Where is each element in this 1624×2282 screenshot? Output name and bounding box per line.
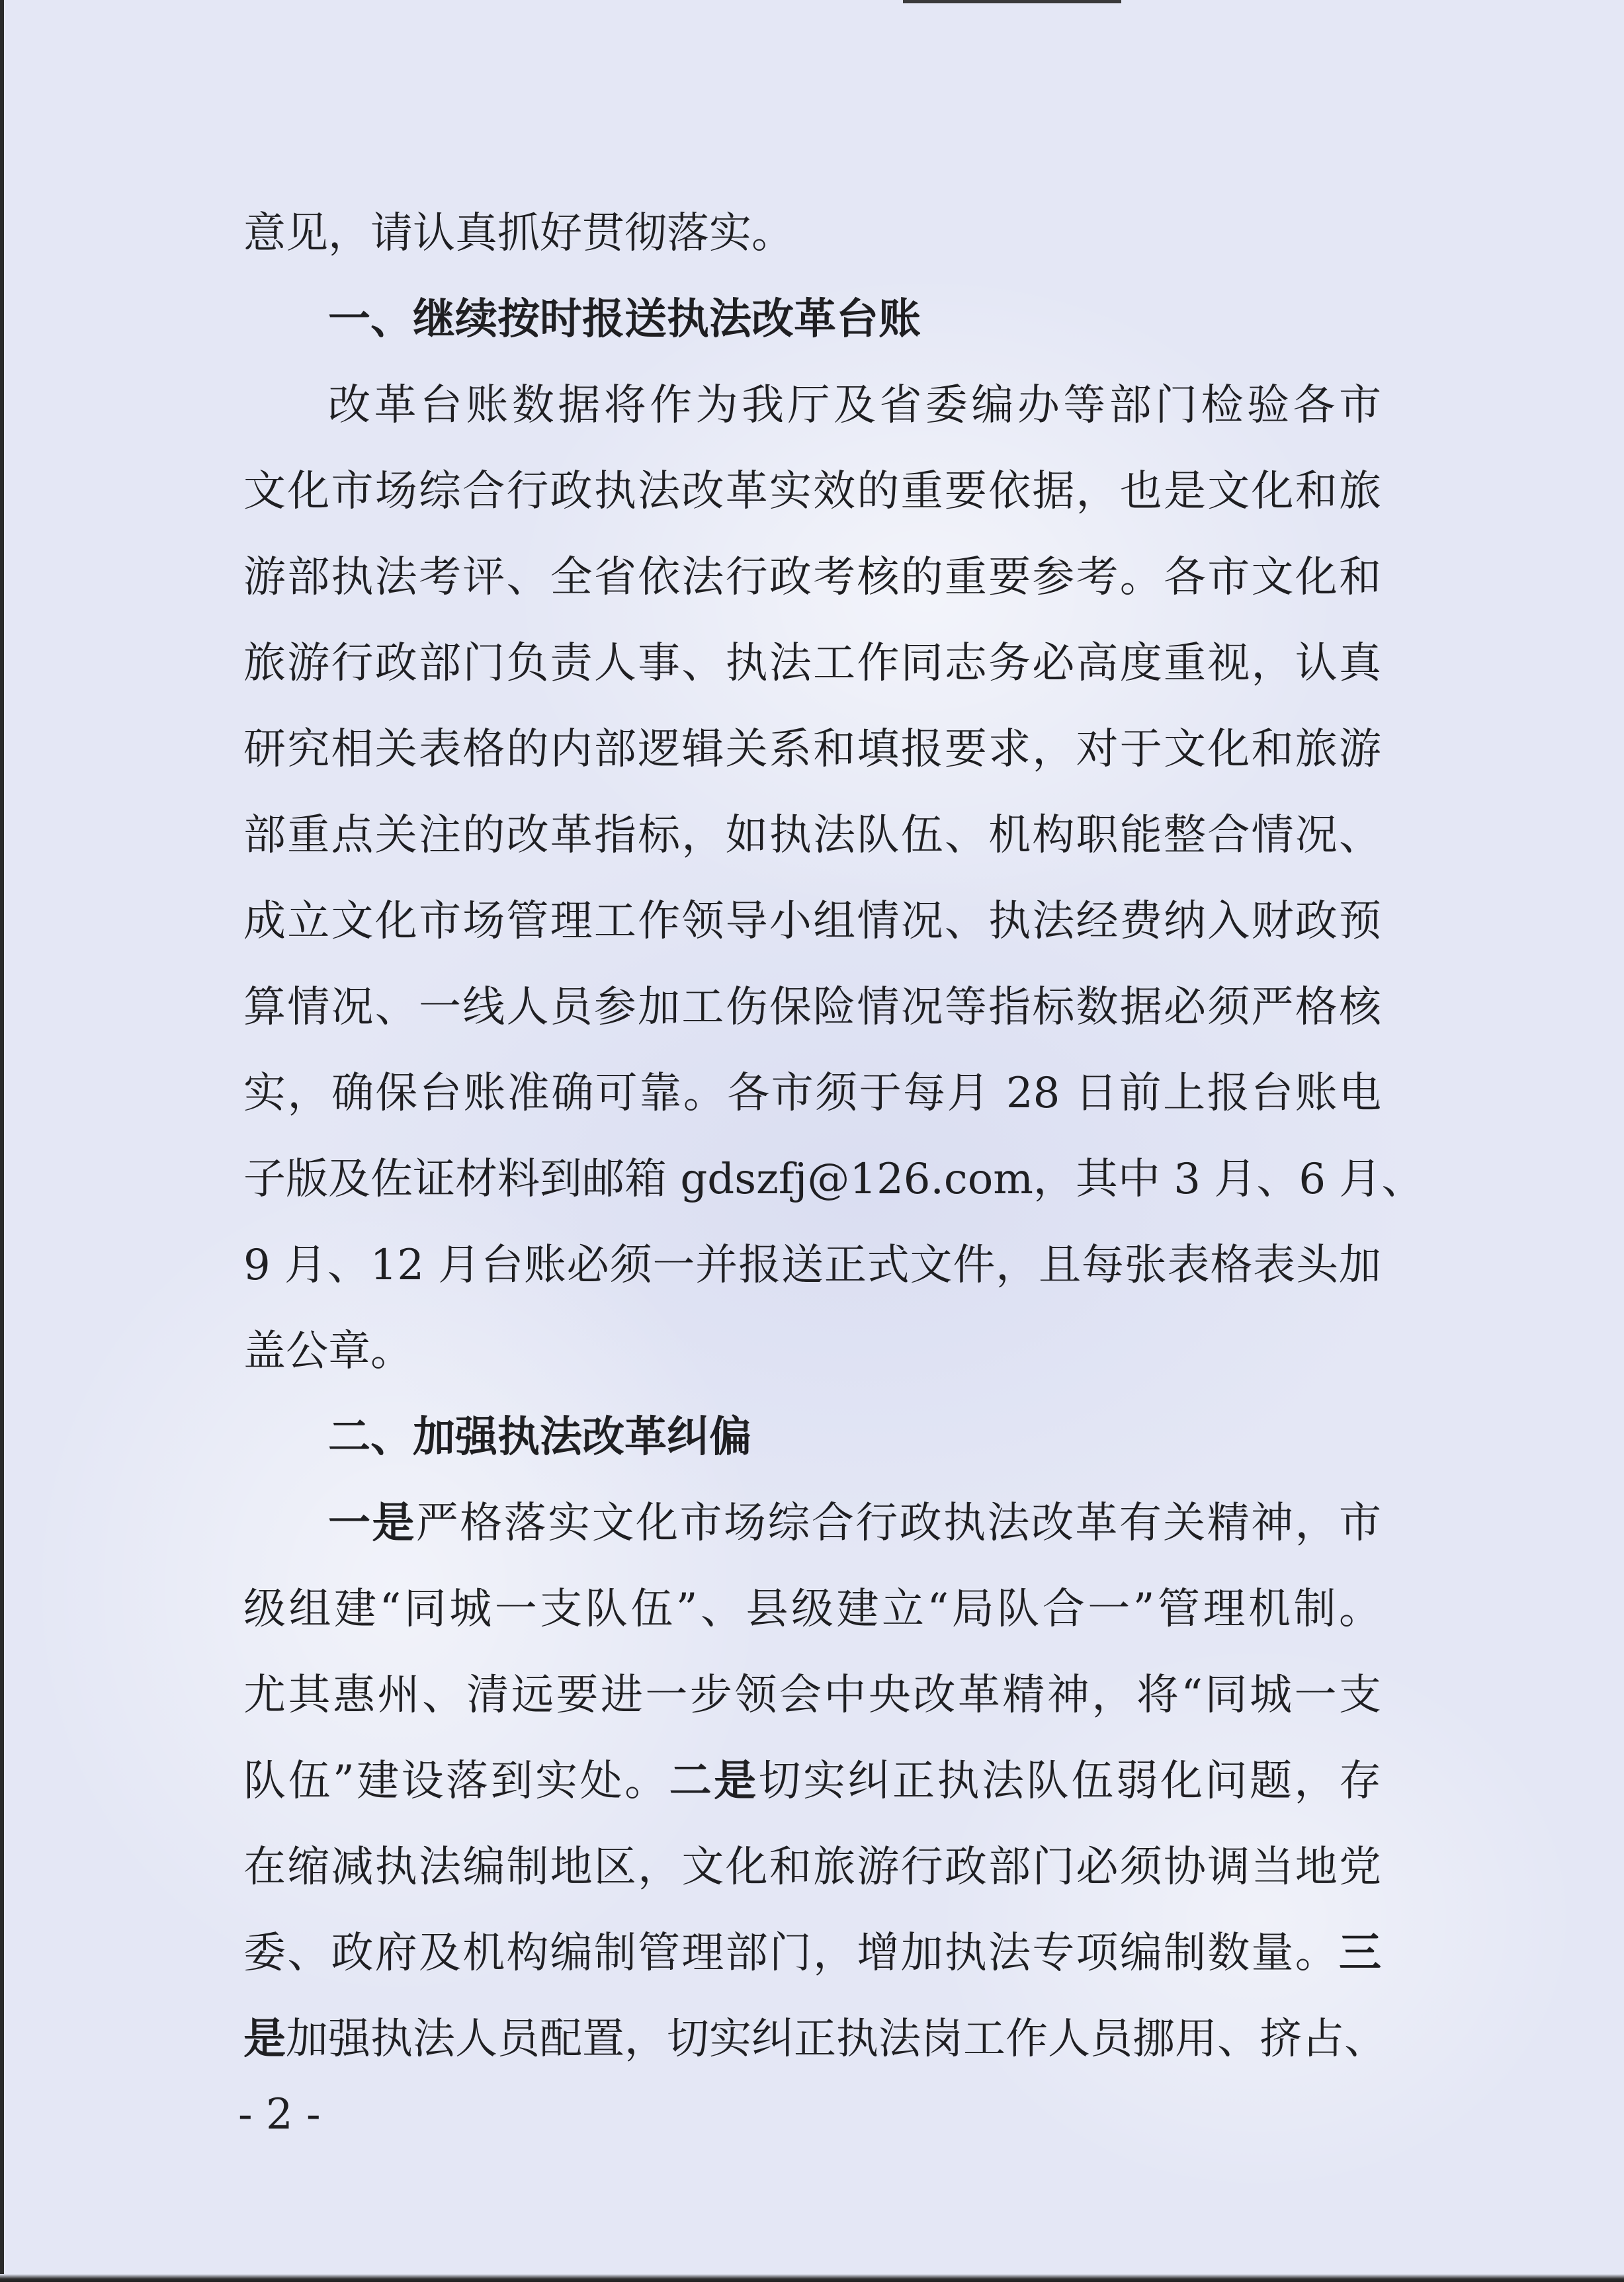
text-line: 盖公章。 — [243, 1327, 413, 1376]
text-line — [243, 1910, 1381, 1996]
bold-label-three-part1: 三 — [1339, 1929, 1381, 1978]
text-line: 在缩减执法编制地区，文化和旅游行政部门必须协调当地党 — [243, 1843, 1381, 1892]
text-line: 9 月、12 月台账必须一并报送正式文件，且每张表格表头加 — [243, 1241, 1381, 1290]
text-line — [243, 1996, 1387, 2082]
text-line: 尤其惠州、清远要进一步领会中央改革精神，将“同城一支 — [243, 1671, 1381, 1720]
text-line: 部重点关注的改革指标，如执法队伍、机构职能整合情况、 — [243, 811, 1381, 860]
body-text — [243, 190, 1424, 2082]
text-line: 游部执法考评、全省依法行政考核的重要参考。各市文化和 — [243, 553, 1381, 602]
section-heading-1: 一、继续按时报送执法改革台账 — [328, 295, 921, 344]
text-line: 级组建“同城一支队伍”、县级建立“局队合一”管理机制。 — [243, 1585, 1381, 1634]
text-line: 成立文化市场管理工作领导小组情况、执法经费纳入财政预 — [243, 897, 1381, 946]
text-segment: 委、政府及机构编制管理部门，增加执法专项编制数量。 — [243, 1929, 1339, 1978]
text-segment: 队伍”建设落到实处。 — [243, 1757, 669, 1806]
text-segment: 加强执法人员配置，切实纠正执法岗工作人员挪用、挤占、 — [286, 2015, 1387, 2064]
scan-edge-bottom — [0, 2274, 1624, 2282]
page-number: - 2 - — [238, 2090, 321, 2139]
text-line: 旅游行政部门负责人事、执法工作同志务必高度重视，认真 — [243, 639, 1381, 688]
text-line — [243, 1480, 1381, 1566]
text-line: 算情况、一线人员参加工伤保险情况等指标数据必须严格核 — [243, 983, 1381, 1032]
bold-label-three-part2: 是 — [243, 2015, 286, 2064]
scan-edge-top — [903, 0, 1121, 3]
text-line: 子版及佐证材料到邮箱 gdszfj@126.com，其中 3 月、6 月、 — [243, 1155, 1424, 1204]
text-line: 文化市场综合行政执法改革实效的重要依据，也是文化和旅 — [243, 467, 1381, 516]
text-segment: 切实纠正执法队伍弱化问题，存 — [758, 1757, 1382, 1806]
text-segment: 严格落实文化市场综合行政执法改革有关精神，市 — [415, 1499, 1382, 1548]
text-line: 研究相关表格的内部逻辑关系和填报要求，对于文化和旅游 — [243, 725, 1381, 774]
scan-edge-left — [0, 0, 4, 2282]
section-heading-2: 二、加强执法改革纠偏 — [328, 1413, 751, 1462]
text-line: 意见，请认真抓好贯彻落实。 — [243, 209, 794, 258]
text-line: 实，确保台账准确可靠。各市须于每月 28 日前上报台账电 — [243, 1069, 1381, 1118]
text-line — [243, 1738, 1381, 1824]
bold-label-two: 二是 — [669, 1757, 759, 1806]
text-line: 改革台账数据将作为我厅及省委编办等部门检验各市 — [328, 381, 1381, 430]
bold-label-one: 一是 — [328, 1499, 416, 1548]
